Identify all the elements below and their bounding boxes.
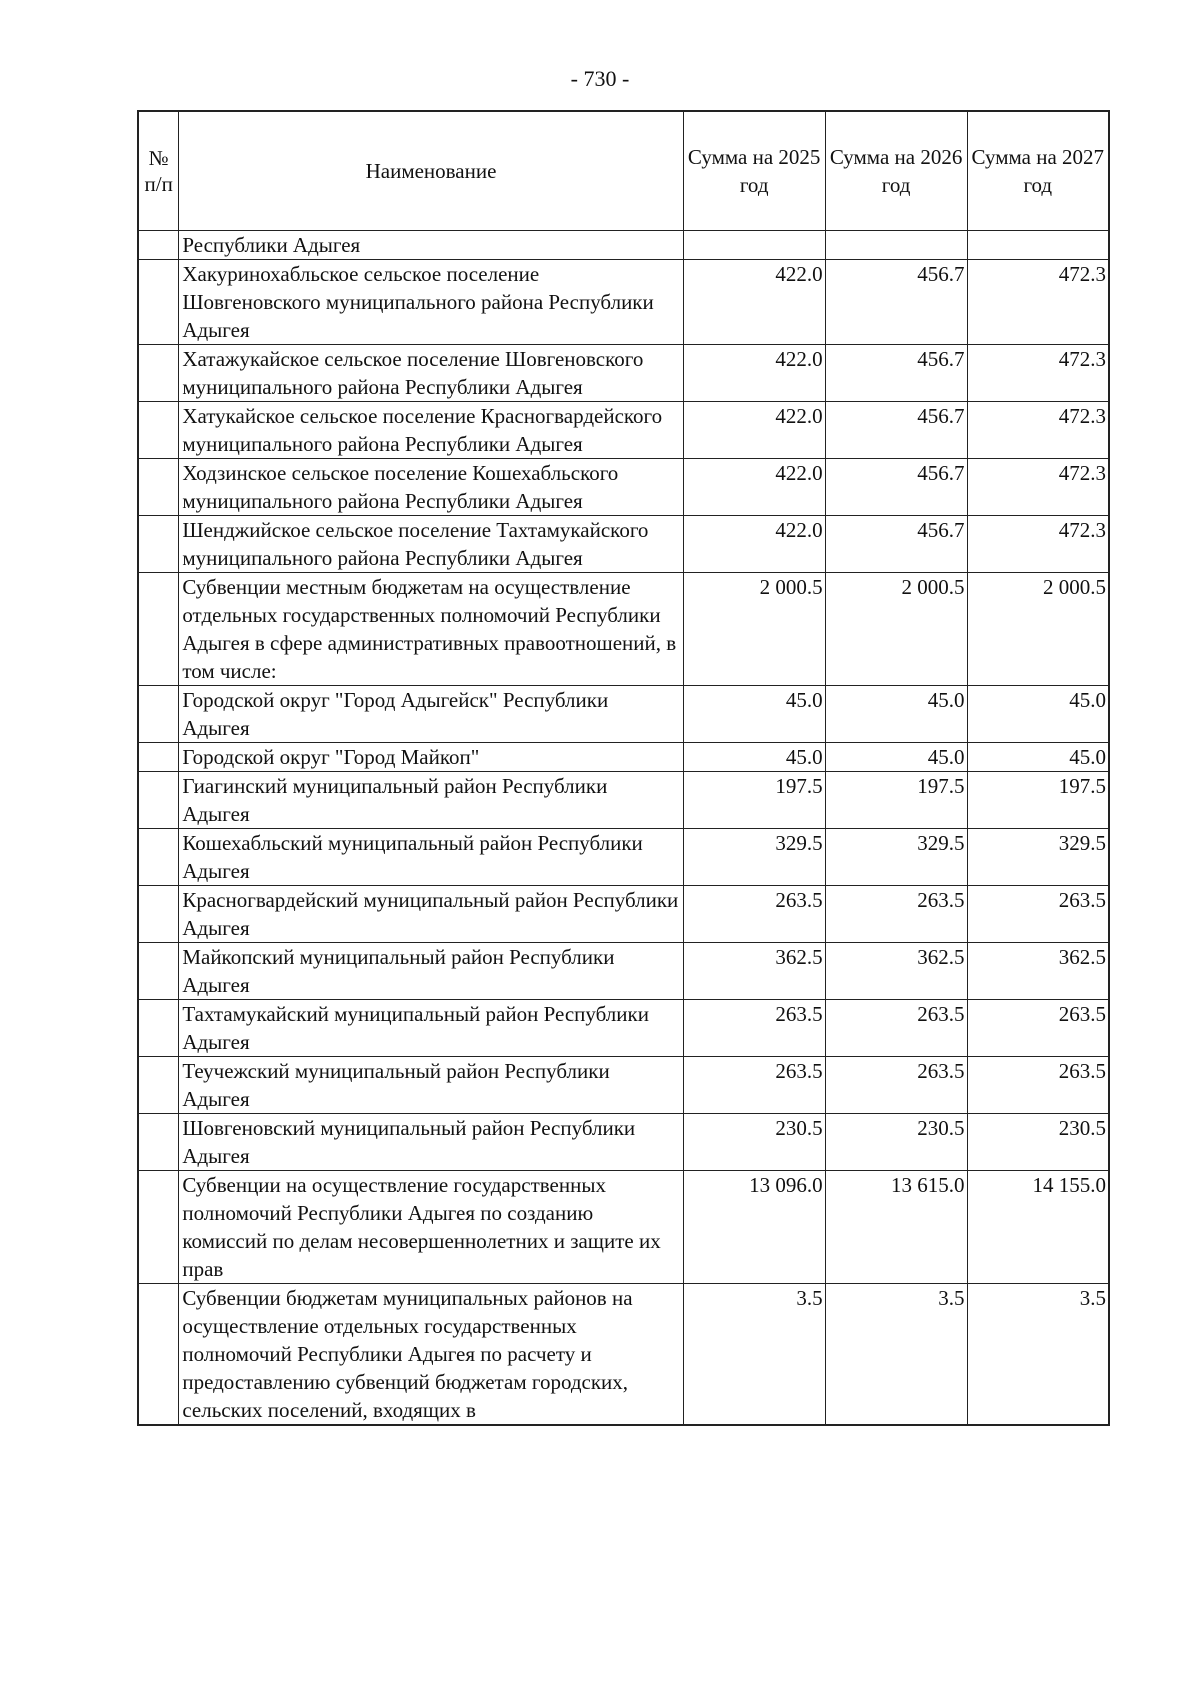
row-value-2025: 362.5 bbox=[683, 943, 825, 1000]
row-number-cell bbox=[138, 772, 179, 829]
row-name-cell: Теучежский муниципальный район Республики Адыгея bbox=[179, 1057, 683, 1114]
row-value-2025: 422.0 bbox=[683, 260, 825, 345]
row-value-2027: 472.3 bbox=[967, 516, 1109, 573]
row-value-2026: 13 615.0 bbox=[825, 1171, 967, 1284]
row-value-2026: 456.7 bbox=[825, 345, 967, 402]
row-number-cell bbox=[138, 1284, 179, 1426]
row-number-cell bbox=[138, 516, 179, 573]
row-number-cell bbox=[138, 459, 179, 516]
row-name-cell: Шовгеновский муниципальный район Республики Адыгея bbox=[179, 1114, 683, 1171]
row-value-2025 bbox=[683, 231, 825, 260]
row-value-2025: 422.0 bbox=[683, 459, 825, 516]
row-name-cell: Гиагинский муниципальный район Республики Адыгея bbox=[179, 772, 683, 829]
budget-table bbox=[137, 110, 1110, 1426]
row-value-2026: 456.7 bbox=[825, 402, 967, 459]
row-value-2025: 45.0 bbox=[683, 743, 825, 772]
row-value-2027: 472.3 bbox=[967, 402, 1109, 459]
row-value-2025: 422.0 bbox=[683, 345, 825, 402]
budget-table-container bbox=[137, 110, 1110, 1426]
page-number: - 730 - bbox=[570, 66, 630, 91]
table-row bbox=[138, 1114, 1109, 1171]
table-row bbox=[138, 1284, 1109, 1426]
row-value-2026 bbox=[825, 231, 967, 260]
row-value-2027: 14 155.0 bbox=[967, 1171, 1109, 1284]
row-value-2026: 263.5 bbox=[825, 1000, 967, 1057]
table-row bbox=[138, 402, 1109, 459]
row-value-2025: 263.5 bbox=[683, 886, 825, 943]
header-2025: Сумма на 2025 год bbox=[683, 111, 825, 231]
table-row bbox=[138, 943, 1109, 1000]
row-value-2027: 472.3 bbox=[967, 459, 1109, 516]
table-header bbox=[138, 111, 1109, 231]
row-value-2025: 197.5 bbox=[683, 772, 825, 829]
row-name-cell: Хатажукайское сельское поселение Шовгеновского муниципального района Республики Адыгея bbox=[179, 345, 683, 402]
row-value-2025: 263.5 bbox=[683, 1000, 825, 1057]
header-2027: Сумма на 2027 год bbox=[967, 111, 1109, 231]
row-name-cell: Субвенции на осуществление государственных полномочий Республики Адыгея по созданию комиссий по делам несовершеннолетних и защите их прав bbox=[179, 1171, 683, 1284]
table-row bbox=[138, 1057, 1109, 1114]
row-name-cell: Ходзинское сельское поселение Кошехабльского муниципального района Республики Адыгея bbox=[179, 459, 683, 516]
table-row bbox=[138, 743, 1109, 772]
row-number-cell bbox=[138, 573, 179, 686]
row-number-cell bbox=[138, 231, 179, 260]
row-number-cell bbox=[138, 829, 179, 886]
row-value-2026: 45.0 bbox=[825, 686, 967, 743]
table-row bbox=[138, 260, 1109, 345]
table-row bbox=[138, 1171, 1109, 1284]
row-value-2027: 472.3 bbox=[967, 260, 1109, 345]
row-number-cell bbox=[138, 686, 179, 743]
row-value-2026: 362.5 bbox=[825, 943, 967, 1000]
table-row bbox=[138, 686, 1109, 743]
header-number: № п/п bbox=[138, 111, 179, 231]
row-value-2027 bbox=[967, 231, 1109, 260]
row-value-2027: 263.5 bbox=[967, 1057, 1109, 1114]
row-value-2026: 456.7 bbox=[825, 459, 967, 516]
row-number-cell bbox=[138, 743, 179, 772]
header-name: Наименование bbox=[179, 111, 683, 231]
row-name-cell: Субвенции местным бюджетам на осуществление отдельных государственных полномочий Республики Адыгея в сфере административных правоотношений, в том числе: bbox=[179, 573, 683, 686]
row-name-cell: Хатукайское сельское поселение Красногвардейского муниципального района Республики Адыгея bbox=[179, 402, 683, 459]
row-value-2027: 230.5 bbox=[967, 1114, 1109, 1171]
row-value-2027: 3.5 bbox=[967, 1284, 1109, 1426]
row-value-2026: 329.5 bbox=[825, 829, 967, 886]
row-value-2026: 456.7 bbox=[825, 516, 967, 573]
row-number-cell bbox=[138, 260, 179, 345]
row-value-2027: 263.5 bbox=[967, 886, 1109, 943]
row-value-2026: 263.5 bbox=[825, 886, 967, 943]
table-body bbox=[138, 231, 1109, 1426]
table-row bbox=[138, 345, 1109, 402]
row-number-cell bbox=[138, 1114, 179, 1171]
row-value-2025: 13 096.0 bbox=[683, 1171, 825, 1284]
row-number-cell bbox=[138, 886, 179, 943]
row-value-2025: 2 000.5 bbox=[683, 573, 825, 686]
row-value-2026: 3.5 bbox=[825, 1284, 967, 1426]
row-value-2025: 45.0 bbox=[683, 686, 825, 743]
row-number-cell bbox=[138, 1057, 179, 1114]
table-row bbox=[138, 886, 1109, 943]
row-value-2026: 263.5 bbox=[825, 1057, 967, 1114]
row-value-2025: 230.5 bbox=[683, 1114, 825, 1171]
row-name-cell: Майкопский муниципальный район Республики Адыгея bbox=[179, 943, 683, 1000]
row-number-cell bbox=[138, 1171, 179, 1284]
row-value-2027: 362.5 bbox=[967, 943, 1109, 1000]
row-name-cell: Шенджийское сельское поселение Тахтамукайского муниципального района Республики Адыгея bbox=[179, 516, 683, 573]
table-row bbox=[138, 829, 1109, 886]
row-value-2026: 45.0 bbox=[825, 743, 967, 772]
row-value-2026: 456.7 bbox=[825, 260, 967, 345]
row-name-cell: Республики Адыгея bbox=[179, 231, 683, 260]
row-number-cell bbox=[138, 345, 179, 402]
row-name-cell: Субвенции бюджетам муниципальных районов на осуществление отдельных государственных полномочий Республики Адыгея по расчету и предоставлению субвенций бюджетам городских, сельских поселений, входящих в bbox=[179, 1284, 683, 1426]
row-name-cell: Кошехабльский муниципальный район Республики Адыгея bbox=[179, 829, 683, 886]
row-value-2027: 197.5 bbox=[967, 772, 1109, 829]
row-value-2025: 263.5 bbox=[683, 1057, 825, 1114]
row-value-2026: 230.5 bbox=[825, 1114, 967, 1171]
row-name-cell: Хакуринохабльское сельское поселение Шовгеновского муниципального района Республики Адыгея bbox=[179, 260, 683, 345]
row-value-2027: 2 000.5 bbox=[967, 573, 1109, 686]
row-value-2026: 197.5 bbox=[825, 772, 967, 829]
row-name-cell: Городской округ "Город Адыгейск" Республики Адыгея bbox=[179, 686, 683, 743]
table-row bbox=[138, 772, 1109, 829]
row-name-cell: Городской округ "Город Майкоп" bbox=[179, 743, 683, 772]
row-value-2027: 263.5 bbox=[967, 1000, 1109, 1057]
table-row bbox=[138, 231, 1109, 260]
row-value-2026: 2 000.5 bbox=[825, 573, 967, 686]
row-name-cell: Тахтамукайский муниципальный район Республики Адыгея bbox=[179, 1000, 683, 1057]
row-value-2025: 422.0 bbox=[683, 516, 825, 573]
table-row bbox=[138, 1000, 1109, 1057]
row-number-cell bbox=[138, 943, 179, 1000]
row-value-2027: 472.3 bbox=[967, 345, 1109, 402]
table-row bbox=[138, 459, 1109, 516]
table-row bbox=[138, 516, 1109, 573]
row-name-cell: Красногвардейский муниципальный район Республики Адыгея bbox=[179, 886, 683, 943]
row-value-2025: 329.5 bbox=[683, 829, 825, 886]
row-value-2025: 3.5 bbox=[683, 1284, 825, 1426]
row-value-2027: 45.0 bbox=[967, 686, 1109, 743]
row-number-cell bbox=[138, 402, 179, 459]
row-value-2027: 45.0 bbox=[967, 743, 1109, 772]
header-2026: Сумма на 2026 год bbox=[825, 111, 967, 231]
row-value-2025: 422.0 bbox=[683, 402, 825, 459]
row-value-2027: 329.5 bbox=[967, 829, 1109, 886]
row-number-cell bbox=[138, 1000, 179, 1057]
table-row bbox=[138, 573, 1109, 686]
